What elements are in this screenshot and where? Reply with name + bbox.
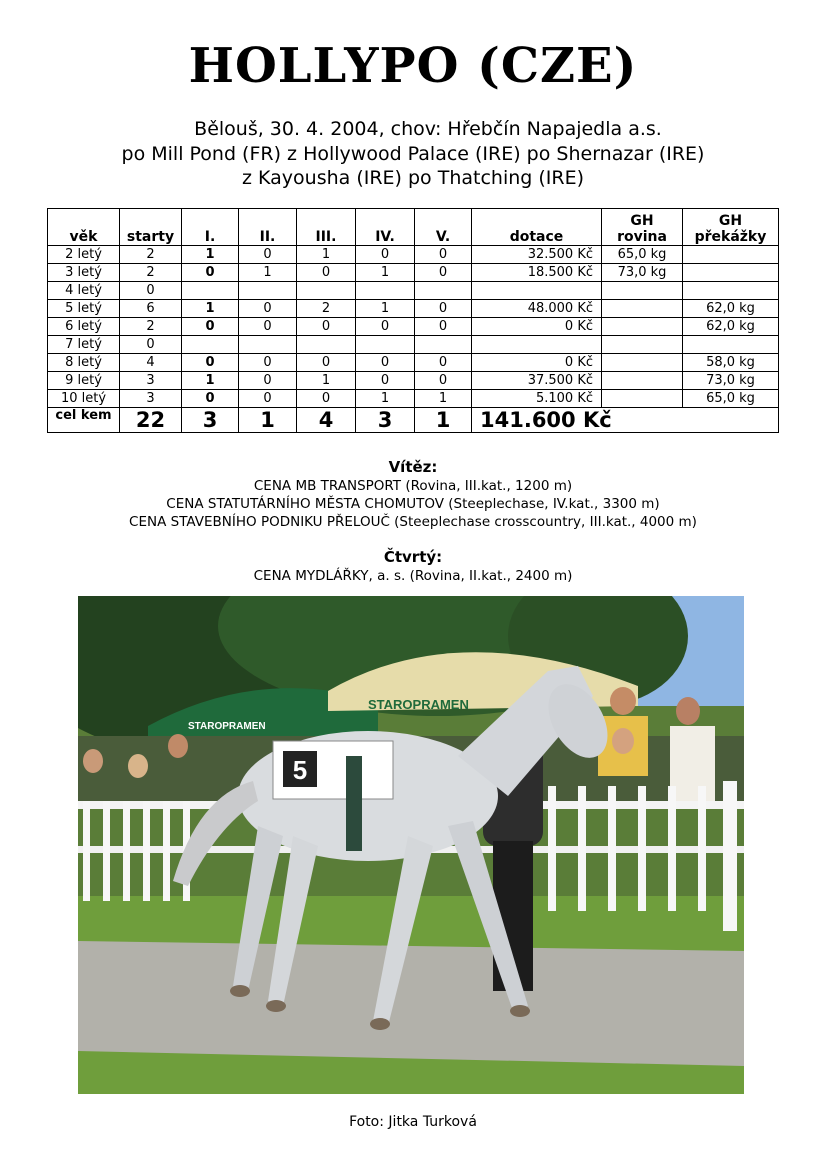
table-cell: 0 — [297, 390, 356, 408]
table-cell: 37.500 Kč — [472, 372, 602, 390]
table-cell: 7 letý — [48, 336, 120, 354]
col-header-fifth: V. — [415, 209, 472, 246]
table-cell: 0 — [239, 246, 297, 264]
table-cell: 0 — [239, 390, 297, 408]
saddle-number: 5 — [292, 755, 308, 785]
table-cell: 0 — [415, 264, 472, 282]
table-cell: 0 — [356, 354, 415, 372]
table-cell: 62,0 kg — [683, 300, 779, 318]
table-cell: 0 — [239, 372, 297, 390]
table-cell: 1 — [297, 246, 356, 264]
table-row — [48, 246, 779, 264]
col-header-first: I. — [182, 209, 239, 246]
table-cell — [182, 282, 239, 300]
table-cell: 10 letý — [48, 390, 120, 408]
table-cell: 18.500 Kč — [472, 264, 602, 282]
table-cell: 58,0 kg — [683, 354, 779, 372]
table-cell — [602, 390, 683, 408]
horse-name-title: HOLLYPO (CZE) — [188, 38, 638, 94]
horse-dam-line: z Kayousha (IRE) po Thatching (IRE) — [242, 167, 584, 189]
table-cell: 2 — [297, 300, 356, 318]
table-cell — [683, 282, 779, 300]
table-cell — [239, 282, 297, 300]
table-cell: 4 — [120, 354, 182, 372]
total-starts: 22 — [120, 408, 182, 433]
table-cell: 0 — [297, 318, 356, 336]
table-cell: 0 — [297, 354, 356, 372]
col-header-second: II. — [239, 209, 297, 246]
table-cell — [683, 264, 779, 282]
table-cell: 65,0 kg — [683, 390, 779, 408]
table-row — [48, 300, 779, 318]
winner-race: CENA STATUTÁRNÍHO MĚSTA CHOMUTOV (Steeplechase, IV.kat., 3300 m) — [166, 496, 660, 512]
table-cell: 1 — [182, 246, 239, 264]
col-header-fourth: IV. — [356, 209, 415, 246]
table-cell: 0 — [120, 336, 182, 354]
table-cell: 0 — [415, 300, 472, 318]
photo-credit: Foto: Jitka Turková — [349, 1114, 477, 1130]
total-third: 4 — [297, 408, 356, 433]
table-cell — [683, 246, 779, 264]
horse-photo — [78, 596, 744, 1094]
table-cell: 2 letý — [48, 246, 120, 264]
table-cell: 0 — [182, 390, 239, 408]
table-cell: 0 — [356, 246, 415, 264]
col-header-age: věk — [48, 209, 120, 246]
table-cell: 5 letý — [48, 300, 120, 318]
table-cell: 1 — [356, 390, 415, 408]
table-cell: 0 — [356, 318, 415, 336]
table-cell: 3 letý — [48, 264, 120, 282]
table-cell: 1 — [182, 372, 239, 390]
table-cell: 0 — [356, 372, 415, 390]
fourth-place-race: CENA MYDLÁŘKY, a. s. (Rovina, II.kat., 2400 m) — [253, 568, 573, 584]
winner-heading: Vítěz: — [388, 458, 438, 476]
col-header-starts: starty — [120, 209, 182, 246]
table-row — [48, 390, 779, 408]
col-header-gh-flat: GH rovina — [602, 209, 683, 246]
table-cell: 2 — [120, 264, 182, 282]
table-cell — [602, 354, 683, 372]
total-first: 3 — [182, 408, 239, 433]
table-cell — [602, 372, 683, 390]
table-cell: 0 — [415, 372, 472, 390]
race-statistics-table — [47, 208, 779, 433]
winner-race: CENA MB TRANSPORT (Rovina, III.kat., 1200 m) — [253, 478, 573, 494]
umbrella-sponsor-text: STAROPRAMEN — [368, 697, 469, 712]
table-cell — [415, 282, 472, 300]
table-cell: 9 letý — [48, 372, 120, 390]
table-row — [48, 336, 779, 354]
table-cell: 8 letý — [48, 354, 120, 372]
table-cell — [472, 336, 602, 354]
table-cell: 0 — [182, 318, 239, 336]
col-header-money: dotace — [472, 209, 602, 246]
table-cell — [356, 336, 415, 354]
total-fourth: 3 — [356, 408, 415, 433]
table-cell: 2 — [120, 318, 182, 336]
table-header-row — [48, 209, 779, 246]
col-header-third: III. — [297, 209, 356, 246]
table-total-row — [48, 408, 779, 433]
fourth-place-heading: Čtvrtý: — [383, 548, 443, 566]
total-fifth: 1 — [415, 408, 472, 433]
table-cell: 3 — [120, 372, 182, 390]
table-cell: 0 — [182, 354, 239, 372]
table-cell — [683, 336, 779, 354]
table-cell: 6 — [120, 300, 182, 318]
table-cell: 6 letý — [48, 318, 120, 336]
table-cell: 65,0 kg — [602, 246, 683, 264]
table-cell: 1 — [239, 264, 297, 282]
table-cell: 0 — [415, 354, 472, 372]
table-cell: 1 — [356, 300, 415, 318]
table-cell: 0 Kč — [472, 354, 602, 372]
table-cell: 4 letý — [48, 282, 120, 300]
table-cell: 0 — [297, 264, 356, 282]
table-row — [48, 318, 779, 336]
total-money: 141.600 Kč — [472, 408, 779, 433]
table-cell: 0 Kč — [472, 318, 602, 336]
table-cell — [297, 282, 356, 300]
total-label: cel kem — [48, 408, 120, 433]
table-cell: 73,0 kg — [683, 372, 779, 390]
table-cell: 1 — [356, 264, 415, 282]
table-cell: 32.500 Kč — [472, 246, 602, 264]
table-row — [48, 372, 779, 390]
table-row — [48, 282, 779, 300]
table-cell — [602, 336, 683, 354]
table-cell: 73,0 kg — [602, 264, 683, 282]
table-cell — [239, 336, 297, 354]
horse-breeding-info: Bělouš, 30. 4. 2004, chov: Hřebčín Napajedla a.s. — [194, 118, 662, 140]
table-cell: 0 — [415, 246, 472, 264]
table-cell: 1 — [182, 300, 239, 318]
table-cell: 0 — [239, 300, 297, 318]
table-cell: 0 — [239, 318, 297, 336]
table-cell: 0 — [120, 282, 182, 300]
table-cell — [356, 282, 415, 300]
table-cell: 2 — [120, 246, 182, 264]
table-cell — [602, 318, 683, 336]
table-cell: 62,0 kg — [683, 318, 779, 336]
horse-pedigree-line: po Mill Pond (FR) z Hollywood Palace (IRE) po Shernazar (IRE) — [121, 143, 705, 165]
winner-race: CENA STAVEBNÍHO PODNIKU PŘELOUČ (Steeplechase crosscountry, III.kat., 4000 m) — [129, 514, 697, 530]
table-cell: 48.000 Kč — [472, 300, 602, 318]
total-second: 1 — [239, 408, 297, 433]
col-header-gh-jumps: GH překážky — [683, 209, 779, 246]
table-cell: 3 — [120, 390, 182, 408]
table-cell — [297, 336, 356, 354]
table-cell: 5.100 Kč — [472, 390, 602, 408]
table-cell: 0 — [239, 354, 297, 372]
table-row — [48, 354, 779, 372]
table-cell: 1 — [297, 372, 356, 390]
umbrella-sponsor-text: STAROPRAMEN — [188, 721, 266, 732]
table-cell: 0 — [182, 264, 239, 282]
table-row — [48, 264, 779, 282]
table-cell: 0 — [415, 318, 472, 336]
table-cell — [602, 300, 683, 318]
table-cell — [602, 282, 683, 300]
table-cell: 1 — [415, 390, 472, 408]
table-cell — [415, 336, 472, 354]
table-cell — [472, 282, 602, 300]
table-cell — [182, 336, 239, 354]
